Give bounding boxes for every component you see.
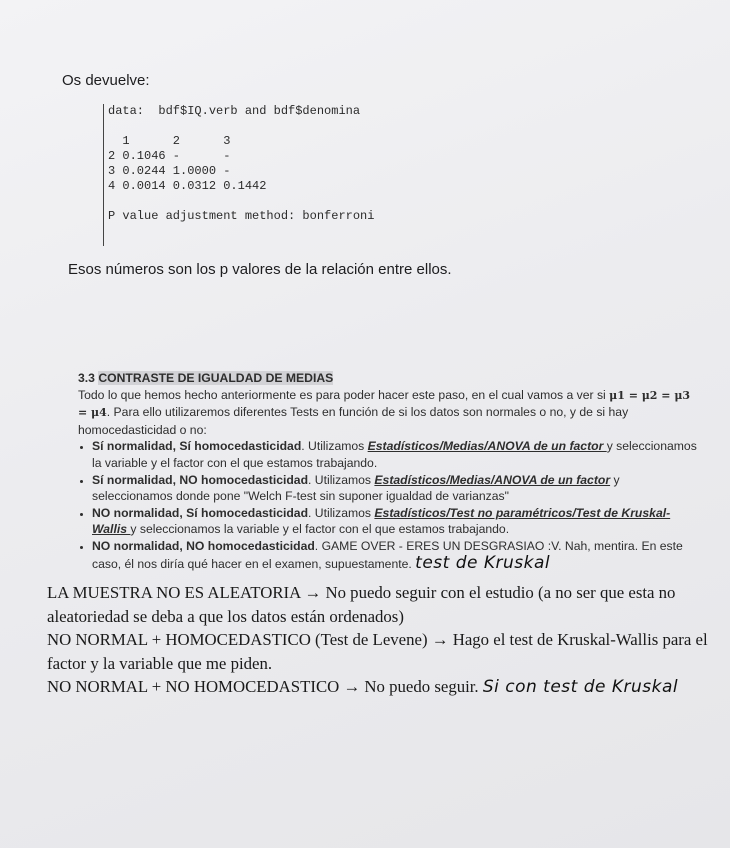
r-output-spacer (108, 119, 438, 134)
section-hypothesis: μ1 = μ2 = μ3 = μ4 (78, 388, 691, 420)
r-output-header: data: bdf$IQ.verb and bdf$denomina (108, 104, 361, 118)
r-output-row: 4 0.0014 0.0312 0.1442 (108, 179, 267, 193)
section-para-1: Todo lo que hemos hecho anteriormente es para poder hacer este paso, en el cual vamos a ver si (78, 387, 606, 402)
section-title: CONTRASTE DE IGUALDAD DE MEDIAS (98, 371, 334, 385)
case-pre: . Utilizamos (308, 505, 375, 520)
case-label: Sí normalidad, Sí homocedasticidad (92, 439, 302, 454)
conclusions-block (47, 581, 717, 700)
menu-path: Estadísticos/Medias/ANOVA de un factor (374, 472, 611, 487)
intro-text: Os devuelve: (62, 72, 150, 89)
section-number: 3.3 (78, 371, 95, 385)
section-heading (78, 370, 698, 387)
case-label: NO normalidad, NO homocedasticidad (92, 538, 315, 553)
pvalues-note: Esos números son los p valores de la relación entre ellos. (68, 261, 452, 278)
case-label: Sí normalidad, NO homocedasticidad (92, 472, 309, 487)
conclusion-line: NO NORMAL + HOMOCEDASTICO (Test de Levene) → Hago el test de Kruskal-Wallis para el factor y la variable que me piden. (47, 630, 708, 673)
r-output-footer: P value adjustment method: bonferroni (108, 209, 375, 223)
r-output-block (103, 104, 438, 246)
case-post: y seleccionamos donde pone "Welch F-test sin suponer igualdad de varianzas" (92, 472, 620, 504)
conclusion-line: LA MUESTRA NO ES ALEATORIA → No puedo seguir con el estudio (a no ser que esta no aleatoriedad se deba a que los datos están ordenados) (47, 583, 676, 626)
case-pre: . Utilizamos (301, 439, 368, 454)
case-pre: . GAME OVER - ERES UN DESGRASIAO :V. Nah, mentira. En este caso, él nos diría qué hacer en el examen, supuestamente. (92, 538, 683, 571)
case-pre: . Utilizamos (308, 472, 375, 487)
list-item (92, 505, 698, 538)
r-output-row: 3 0.0244 1.0000 - (108, 164, 231, 178)
handwritten-note: Si con test de Kruskal (482, 677, 679, 698)
section-para-2: . Para ello utilizaremos diferentes Tests en función de si los datos son normales o no, y de si hay homocedasticidad o no: (78, 405, 629, 437)
section-3-3 (78, 370, 698, 572)
r-output-spacer (108, 194, 438, 209)
menu-path: Estadísticos/Test no paramétricos/Test de Kruskal-Wallis (92, 505, 671, 537)
list-item (92, 438, 698, 471)
list-item (92, 472, 698, 505)
conclusion-line (47, 675, 717, 700)
cases-list (78, 438, 698, 572)
section-intro (78, 387, 698, 439)
case-post: y seleccionamos la variable y el factor con el que estamos trabajando. (92, 439, 697, 470)
r-output-row: 2 0.1046 - - (108, 149, 231, 163)
case-label: NO normalidad, Sí homocedasticidad (92, 505, 309, 520)
handwritten-note: test de Kruskal (415, 552, 551, 573)
r-output-col-header: 1 2 3 (108, 134, 231, 148)
list-item (92, 538, 698, 572)
case-post: y seleccionamos la variable y el factor con el que estamos trabajando. (130, 522, 510, 537)
conclusion-text: NO NORMAL + NO HOMOCEDASTICO → No puedo seguir. (47, 677, 479, 697)
menu-path: Estadísticos/Medias/ANOVA de un factor (367, 439, 607, 454)
